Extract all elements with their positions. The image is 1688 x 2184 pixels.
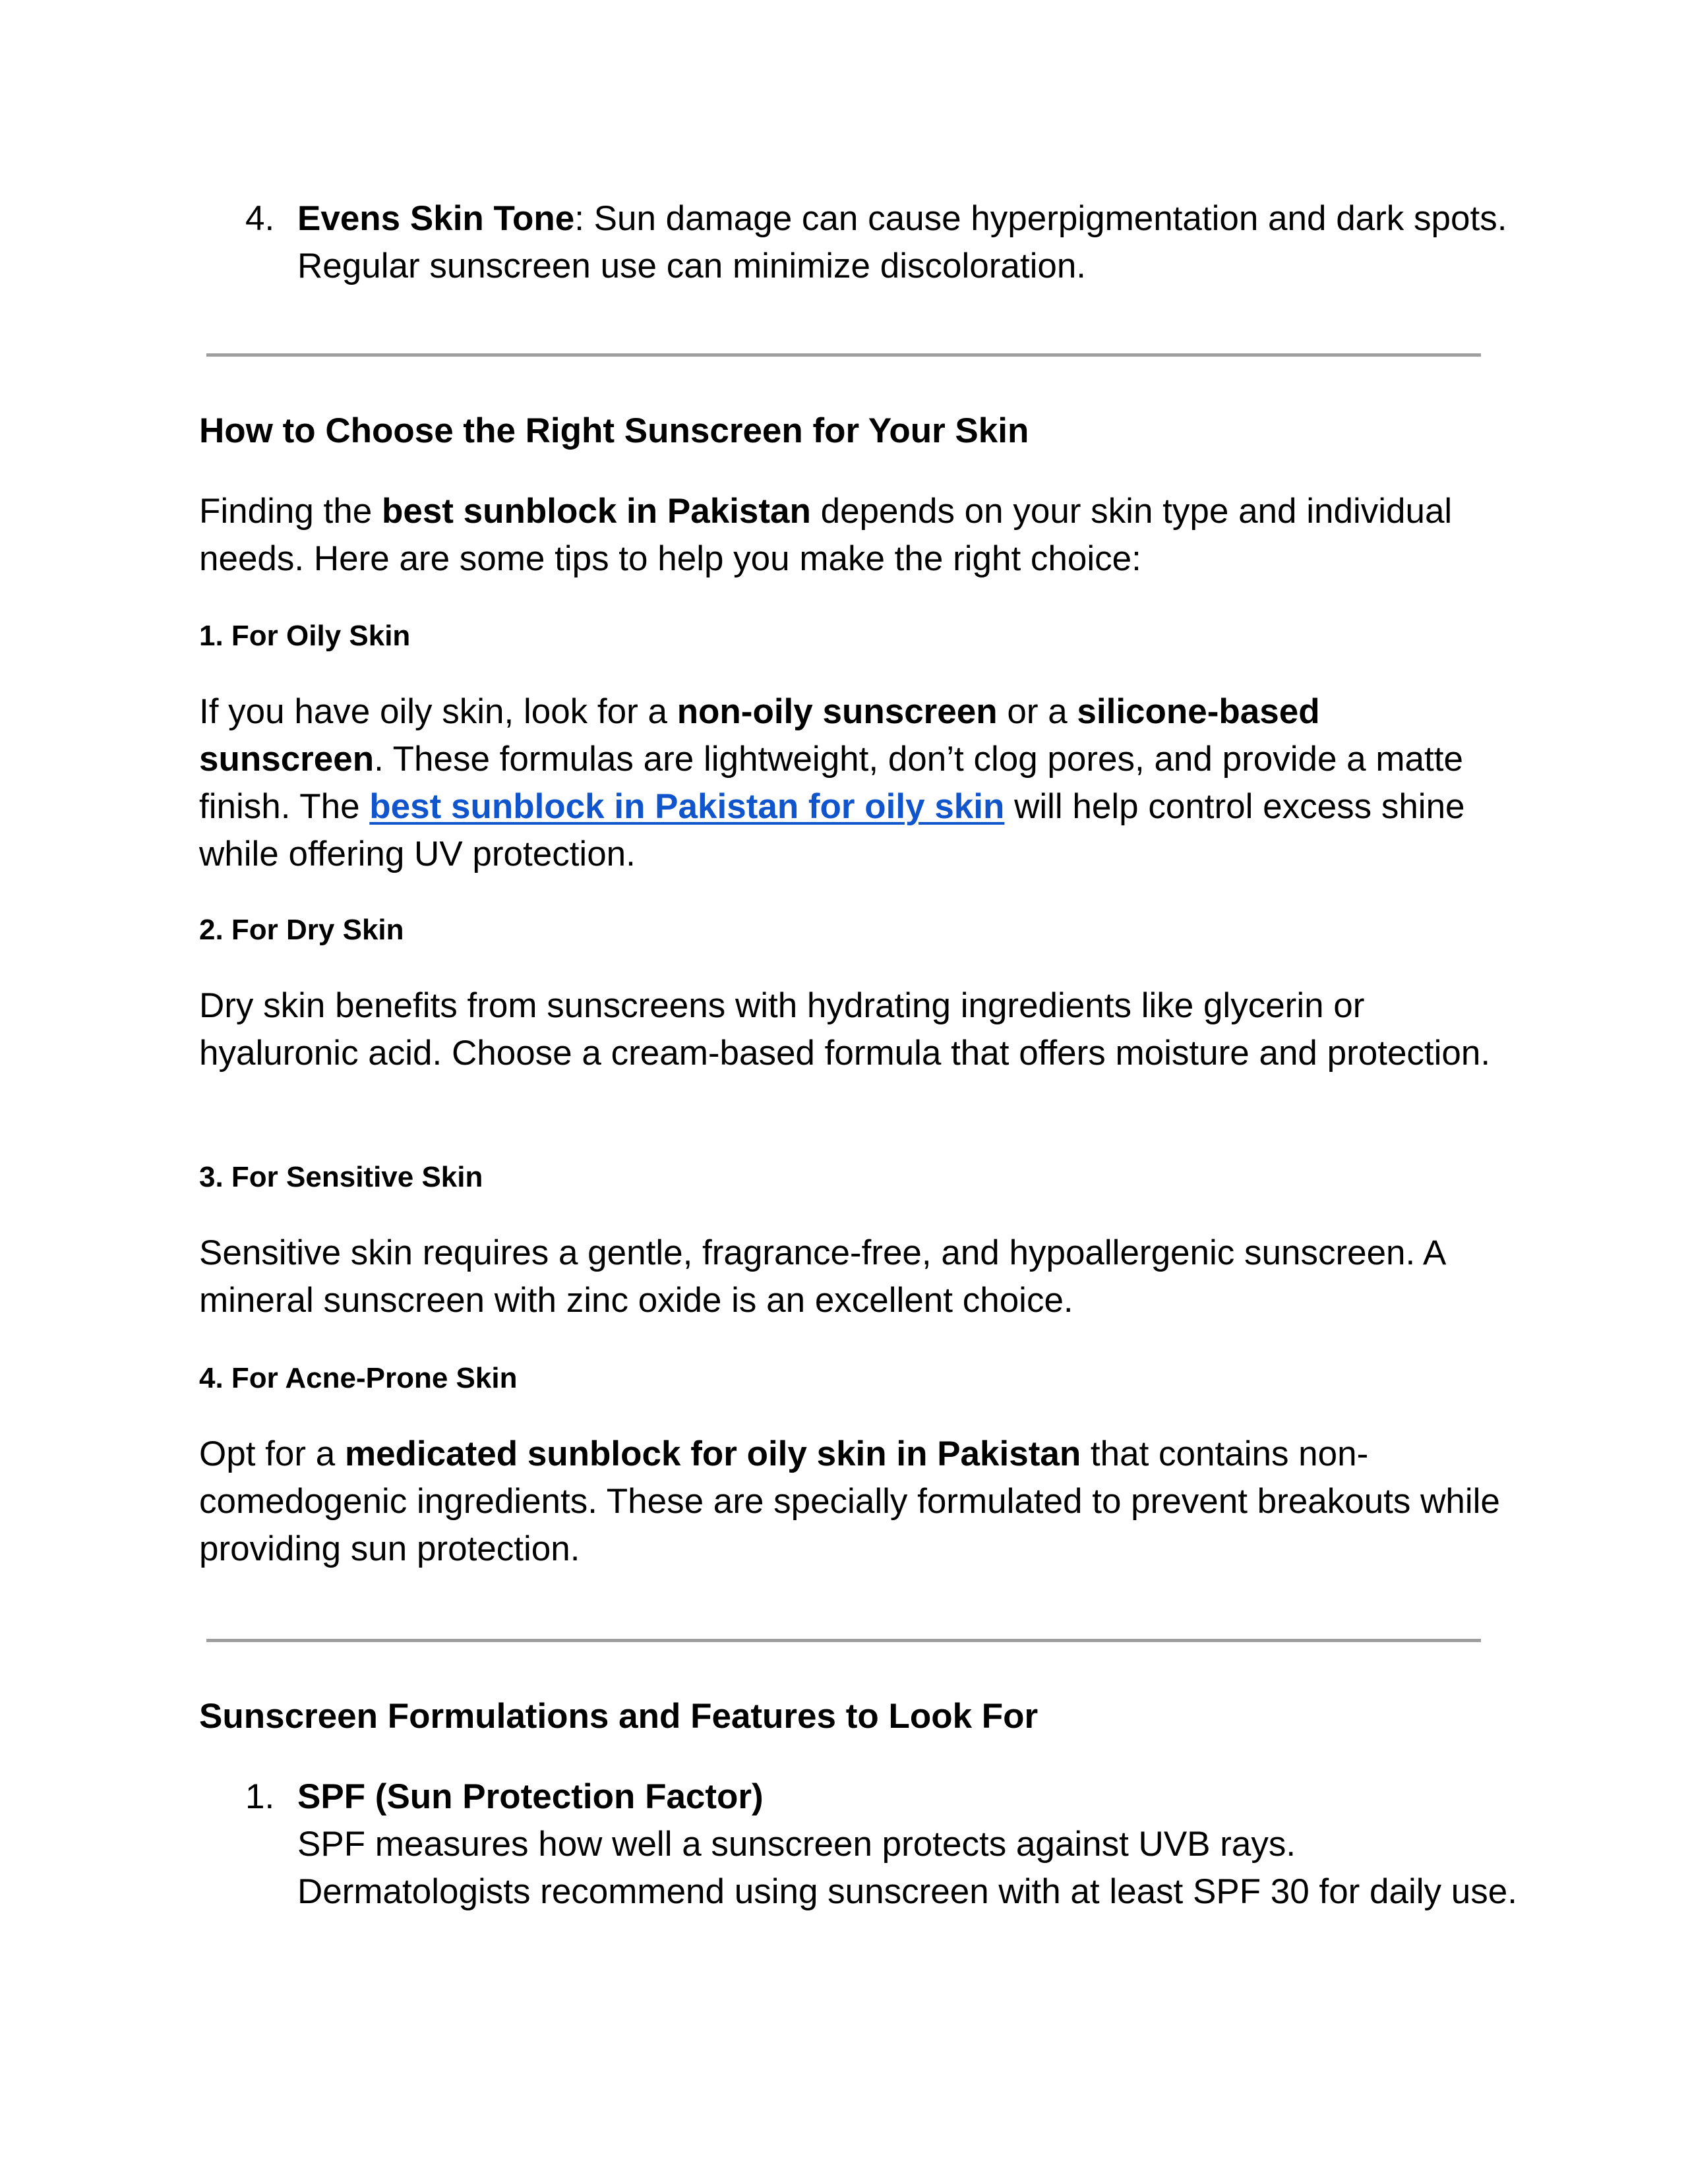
subheading-acne-prone-skin: 4. For Acne-Prone Skin [199,1362,518,1394]
text-run: will help control excess shine while offering UV protection. [199,787,1465,873]
list-item-text: : Sun damage can cause hyperpigmentation and dark spots. Regular sunscreen use can minimize discoloration. [297,199,1507,285]
section-heading-choose-sunscreen: How to Choose the Right Sunscreen for Your Skin [199,411,1029,450]
text-run: Finding the [199,492,382,531]
list-item-body [297,195,1524,290]
horizontal-divider [206,1639,1481,1642]
text-run: or a [997,692,1077,731]
text-run: that contains non-comedogenic ingredients. These are specially formulated to prevent breakouts while providing sun protection. [199,1434,1500,1568]
intro-paragraph [199,488,1505,583]
text-run: Opt for a [199,1434,345,1473]
link-best-sunblock-oily-skin[interactable]: best sunblock in Pakistan for oily skin [369,787,1005,826]
subheading-dry-skin: 2. For Dry Skin [199,914,404,946]
list-item-body [297,1773,1524,1916]
subheading-sensitive-skin: 3. For Sensitive Skin [199,1161,483,1193]
list-item-title: SPF (Sun Protection Factor) [297,1777,764,1816]
bold-run: non-oily sunscreen [677,692,998,731]
list-number: 1. [245,1777,275,1816]
list-item-title: Evens Skin Tone [297,199,575,238]
list-number: 4. [245,199,275,238]
paragraph-dry-skin: Dry skin benefits from sunscreens with hydrating ingredients like glycerin or hyaluronic acid. Choose a cream-based formula that offers moisture and protection. [199,986,1491,1073]
paragraph-acne-prone-skin [199,1431,1505,1573]
bold-run: medicated sunblock for oily skin in Pakistan [344,1434,1081,1473]
subheading-oily-skin: 1. For Oily Skin [199,620,411,652]
paragraph-oily-skin [199,688,1505,878]
text-run: If you have oily skin, look for a [199,692,677,731]
section-heading-formulations: Sunscreen Formulations and Features to Look For [199,1697,1039,1736]
paragraph-sensitive-skin: Sensitive skin requires a gentle, fragrance-free, and hypoallergenic sunscreen. A mineral sunscreen with zinc oxide is an excellent choice. [199,1233,1445,1320]
text-run: . These formulas are lightweight, don’t clog pores, and provide a matte finish. The [199,740,1463,826]
bold-run: silicone-based sunscreen [199,692,1320,779]
bold-run: best sunblock in Pakistan [381,492,811,531]
text-run: depends on your skin type and individual needs. Here are some tips to help you make the right choice: [199,492,1453,578]
horizontal-divider [206,353,1481,357]
list-item-text: SPF measures how well a sunscreen protects against UVB rays. Dermatologists recommend using sunscreen with at least SPF 30 for daily use. [297,1825,1517,1911]
